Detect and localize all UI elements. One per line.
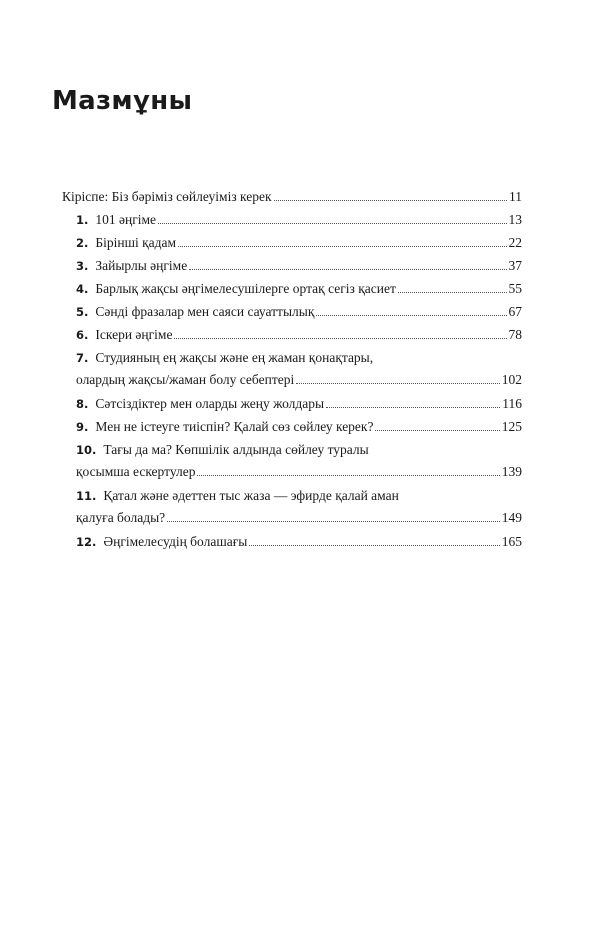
toc-entry-title: қалуға болады?: [76, 510, 166, 525]
dot-leader: [296, 371, 500, 384]
toc-page-number: 116: [502, 396, 522, 411]
toc-entry-title: Кіріспе: Біз бәріміз сөйлеуіміз керек: [62, 189, 272, 204]
toc-entry-6: [76, 324, 522, 346]
chapter-number: 12.: [76, 535, 97, 549]
chapter-number: 6.: [76, 328, 89, 342]
toc-page-number: 67: [508, 304, 522, 319]
toc-entry-title: қосымша ескертулер: [76, 464, 196, 479]
toc-entry-1: [76, 209, 522, 231]
toc-entry-7: [76, 347, 522, 390]
chapter-number: 7.: [76, 351, 89, 365]
toc-page-number: 125: [501, 419, 522, 434]
chapter-number: 5.: [76, 305, 89, 319]
dot-leader: [249, 533, 499, 546]
dot-leader: [197, 463, 499, 476]
chapter-number: 4.: [76, 282, 89, 296]
toc-entry-title-line1: Қатал және әдеттен тыс жаза — эфирде қалай аман: [103, 488, 399, 503]
toc-entry-4: [76, 278, 522, 300]
dot-leader: [174, 326, 506, 339]
toc-page-number: 139: [501, 464, 522, 479]
chapter-number: 1.: [76, 213, 89, 227]
toc-page-number: 78: [508, 327, 522, 342]
toc-page-number: 13: [508, 212, 522, 227]
toc-page-number: 37: [508, 258, 522, 273]
toc-entry-title: олардың жақсы/жаман болу себептері: [76, 372, 295, 387]
toc-entry-2: [76, 232, 522, 254]
chapter-number: 8.: [76, 397, 89, 411]
page-title: Мазмұны: [52, 86, 193, 116]
toc-entry-intro: [62, 186, 522, 207]
toc-entry-title: Зайырлы әңгіме: [95, 258, 188, 273]
toc-entry-title: Бірінші қадам: [95, 235, 177, 250]
toc-entry-title: Барлық жақсы әңгімелесушілерге ортақ сегіз қасиет: [95, 281, 396, 296]
dot-leader: [326, 395, 500, 408]
toc-entry-10: [76, 439, 522, 482]
toc-entry-title: Сәнді фразалар мен саяси сауаттылық: [95, 304, 315, 319]
toc-entry-12: [76, 531, 522, 553]
chapter-number: 10.: [76, 443, 97, 457]
dot-leader: [158, 211, 506, 224]
dot-leader: [178, 234, 506, 247]
dot-leader: [398, 280, 507, 293]
toc-entry-title-line1: Студияның ең жақсы және ең жаман қонақтары,: [95, 350, 374, 365]
dot-leader: [375, 418, 499, 431]
chapter-number: 9.: [76, 420, 89, 434]
dot-leader: [189, 257, 506, 270]
toc-page-number: 102: [501, 372, 522, 387]
toc-page-number: 55: [508, 281, 522, 296]
toc-page-number: 149: [501, 510, 522, 525]
toc-entry-11: [76, 485, 522, 528]
toc-page-number: 11: [509, 189, 522, 204]
toc-entry-8: [76, 393, 522, 415]
toc-page-number: 165: [501, 534, 522, 549]
dot-leader: [167, 509, 500, 522]
chapter-number: 2.: [76, 236, 89, 250]
toc-entry-title: Мен не істеуге тиіспін? Қалай сөз сөйлеу керек?: [95, 419, 374, 434]
toc-entry-5: [76, 301, 522, 323]
toc-entry-title: 101 әңгіме: [95, 212, 157, 227]
toc-entry-title: Сәтсіздіктер мен оларды жеңу жолдары: [95, 396, 325, 411]
chapter-number: 11.: [76, 489, 97, 503]
toc-entry-9: [76, 416, 522, 438]
chapter-number: 3.: [76, 259, 89, 273]
dot-leader: [316, 303, 506, 316]
toc-entry-3: [76, 255, 522, 277]
toc-entry-title-line1: Тағы да ма? Көпшілік алдында сөйлеу туралы: [103, 442, 369, 457]
toc-entry-title: Әңгімелесудің болашағы: [103, 534, 248, 549]
toc-entry-title: Іскери әңгіме: [95, 327, 173, 342]
toc-page-number: 22: [508, 235, 522, 250]
dot-leader: [274, 188, 507, 201]
